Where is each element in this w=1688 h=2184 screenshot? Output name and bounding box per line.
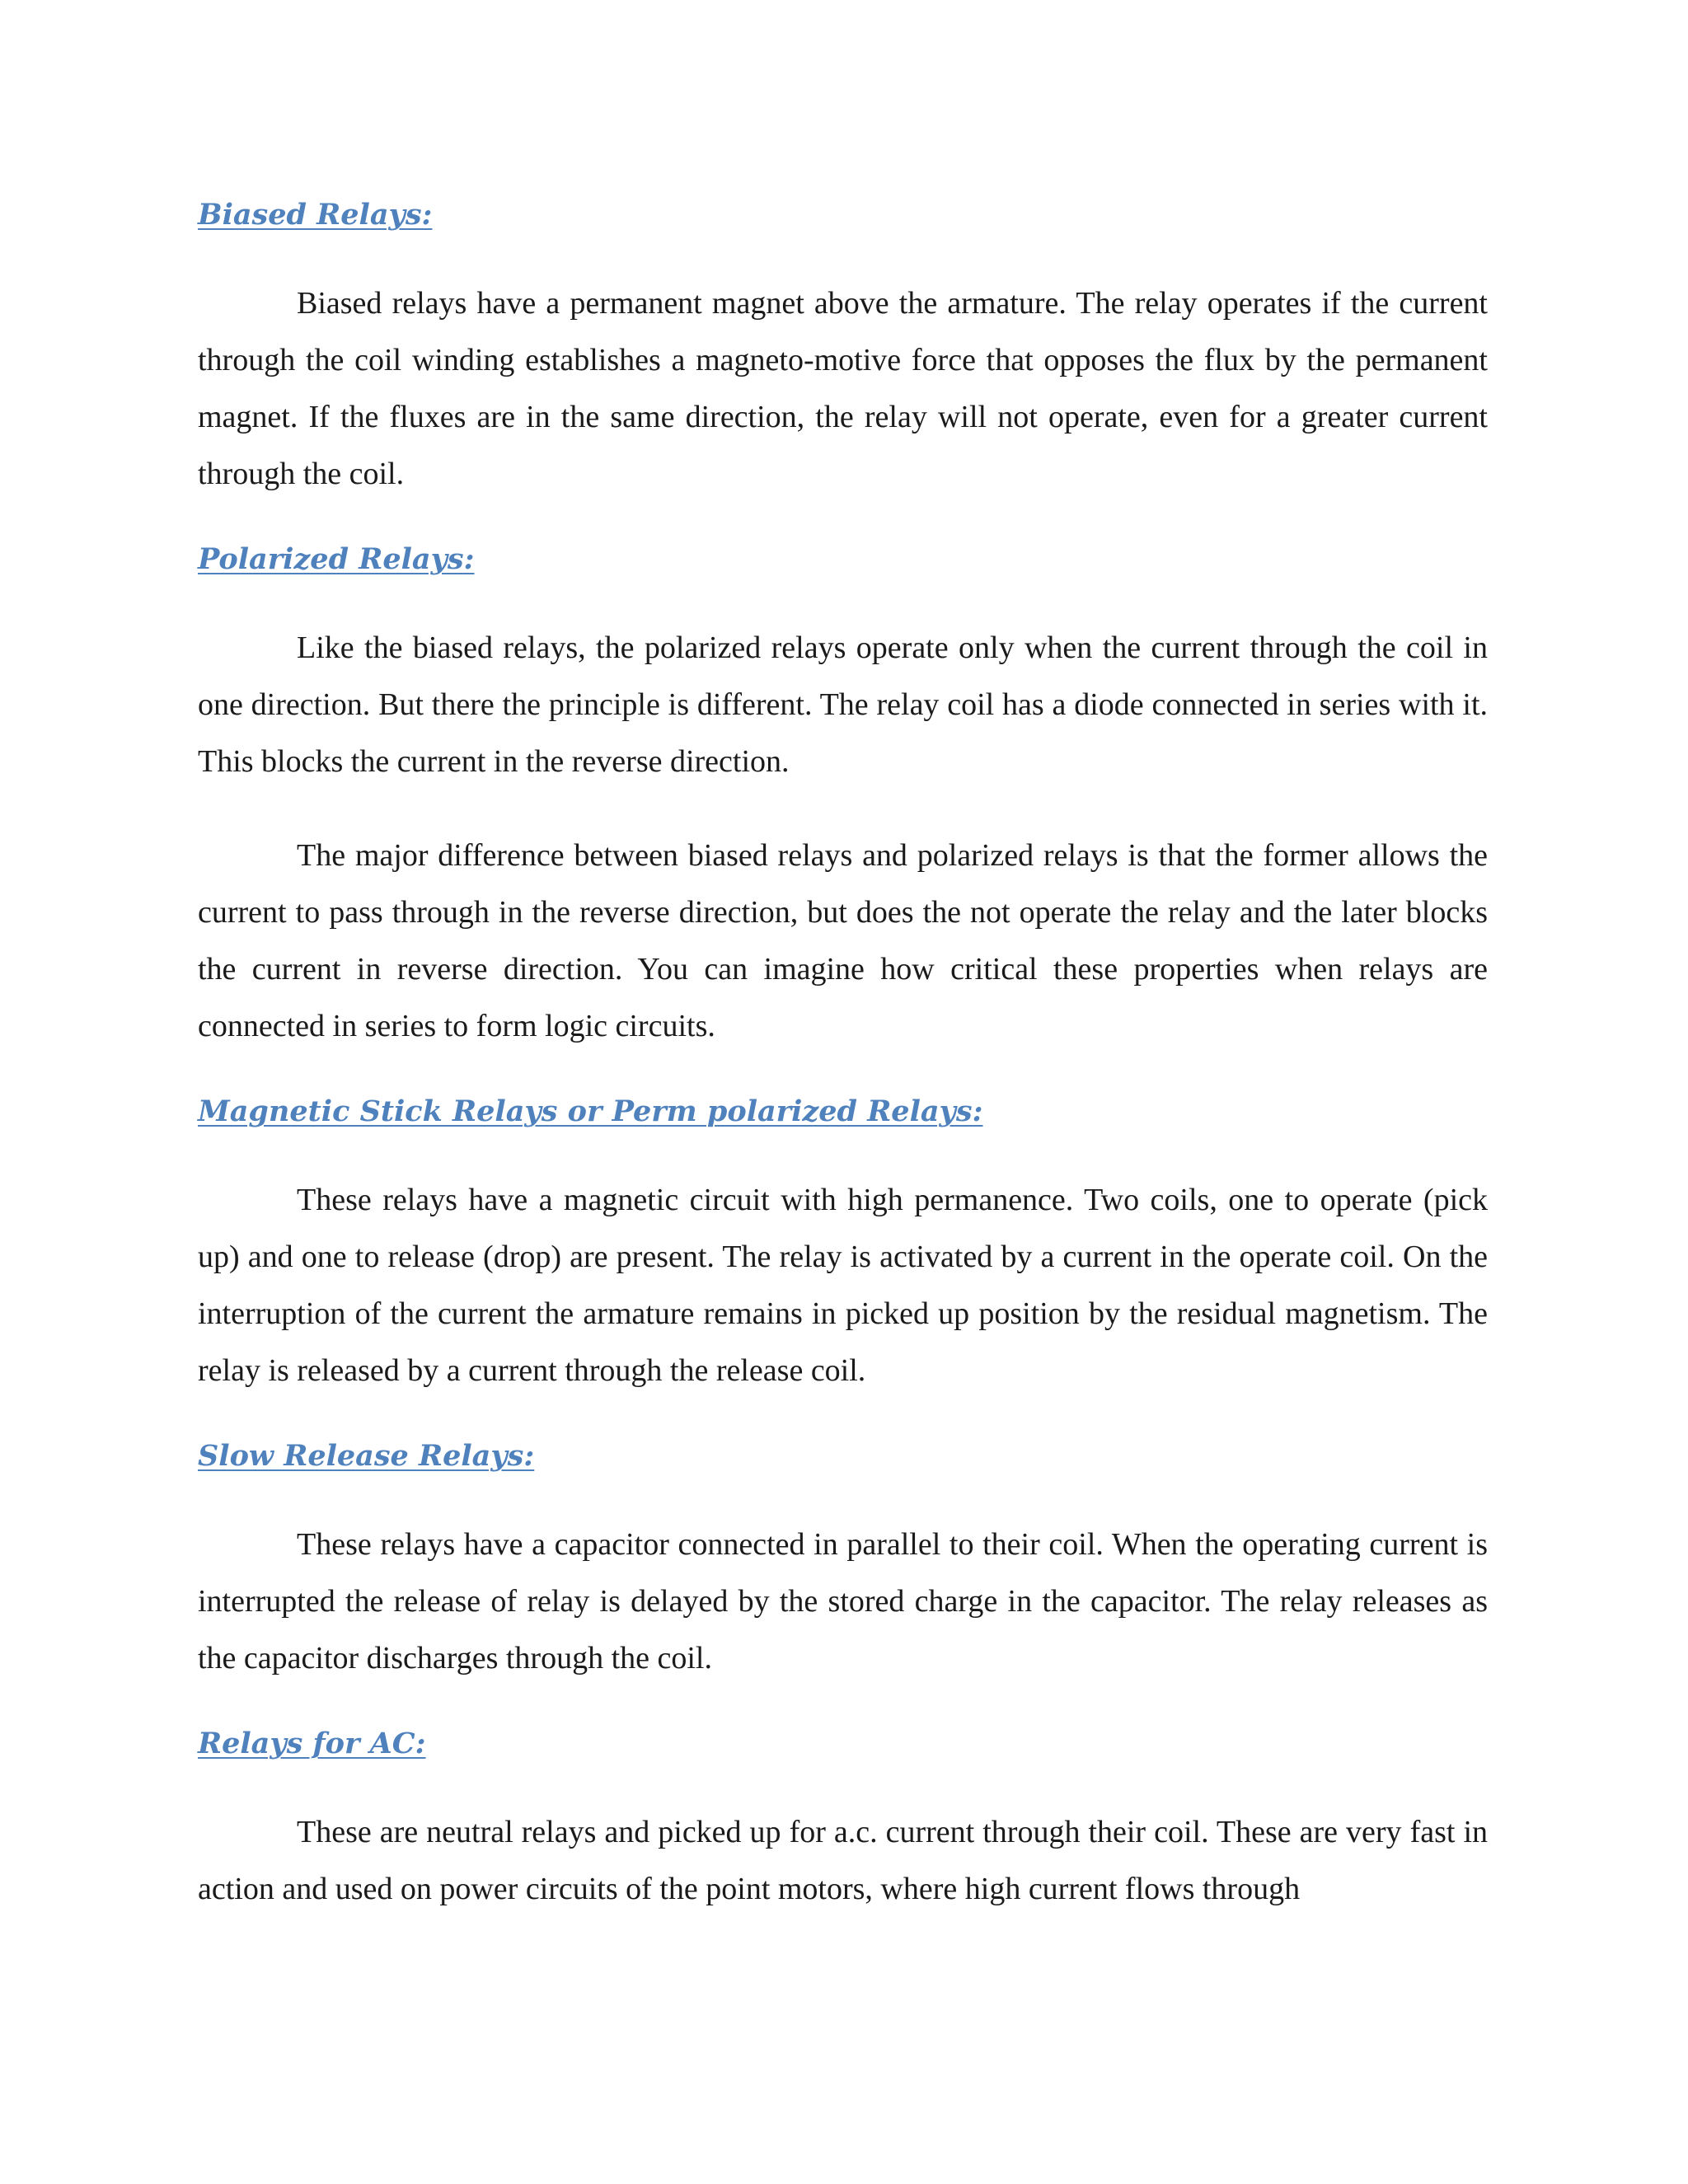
paragraph-relays-for-ac: These are neutral relays and picked up for a.c. current through their coil. These are very fast in action and used on power circuits of the point motors, where high current flows through: [198, 1815, 1488, 1906]
heading-relays-for-ac: Relays for AC:: [198, 1727, 426, 1760]
paragraph-polarized-relays-2: The major difference between biased relays and polarized relays is that the former allows the current to pass through in the reverse direction, but does the not operate the relay and the later blocks the current in reverse direction. You can imagine how critical these properties when relays are connected in series to form logic circuits.: [198, 838, 1488, 1043]
heading-polarized-relays: Polarized Relays:: [198, 542, 475, 576]
heading-biased-relays: Biased Relays:: [198, 198, 433, 232]
heading-slow-release-relays: Slow Release Relays:: [198, 1439, 535, 1473]
paragraph-biased-relays: Biased relays have a permanent magnet above the armature. The relay operates if the current through the coil winding establishes a magneto-motive force that opposes the flux by the permanent magnet. If the fluxes are in the same direction, the relay will not operate, even for a greater current through the coil.: [198, 286, 1488, 491]
page-content: [198, 191, 1488, 1918]
heading-magnetic-stick-relays: Magnetic Stick Relays or Perm polarized Relays:: [198, 1094, 983, 1128]
paragraph-polarized-relays-1: Like the biased relays, the polarized relays operate only when the current through the coil in one direction. But there the principle is different. The relay coil has a diode connected in series with it. This blocks the current in the reverse direction.: [198, 630, 1488, 779]
paragraph-slow-release-relays: These relays have a capacitor connected in parallel to their coil. When the operating current is interrupted the release of relay is delayed by the stored charge in the capacitor. The relay releases as the capacitor discharges through the coil.: [198, 1527, 1488, 1675]
paragraph-magnetic-stick-relays: These relays have a magnetic circuit with high permanence. Two coils, one to operate (pick up) and one to release (drop) are present. The relay is activated by a current in the operate coil. On the interruption of the current the armature remains in picked up position by the residual magnetism. The relay is released by a current through the release coil.: [198, 1183, 1488, 1388]
